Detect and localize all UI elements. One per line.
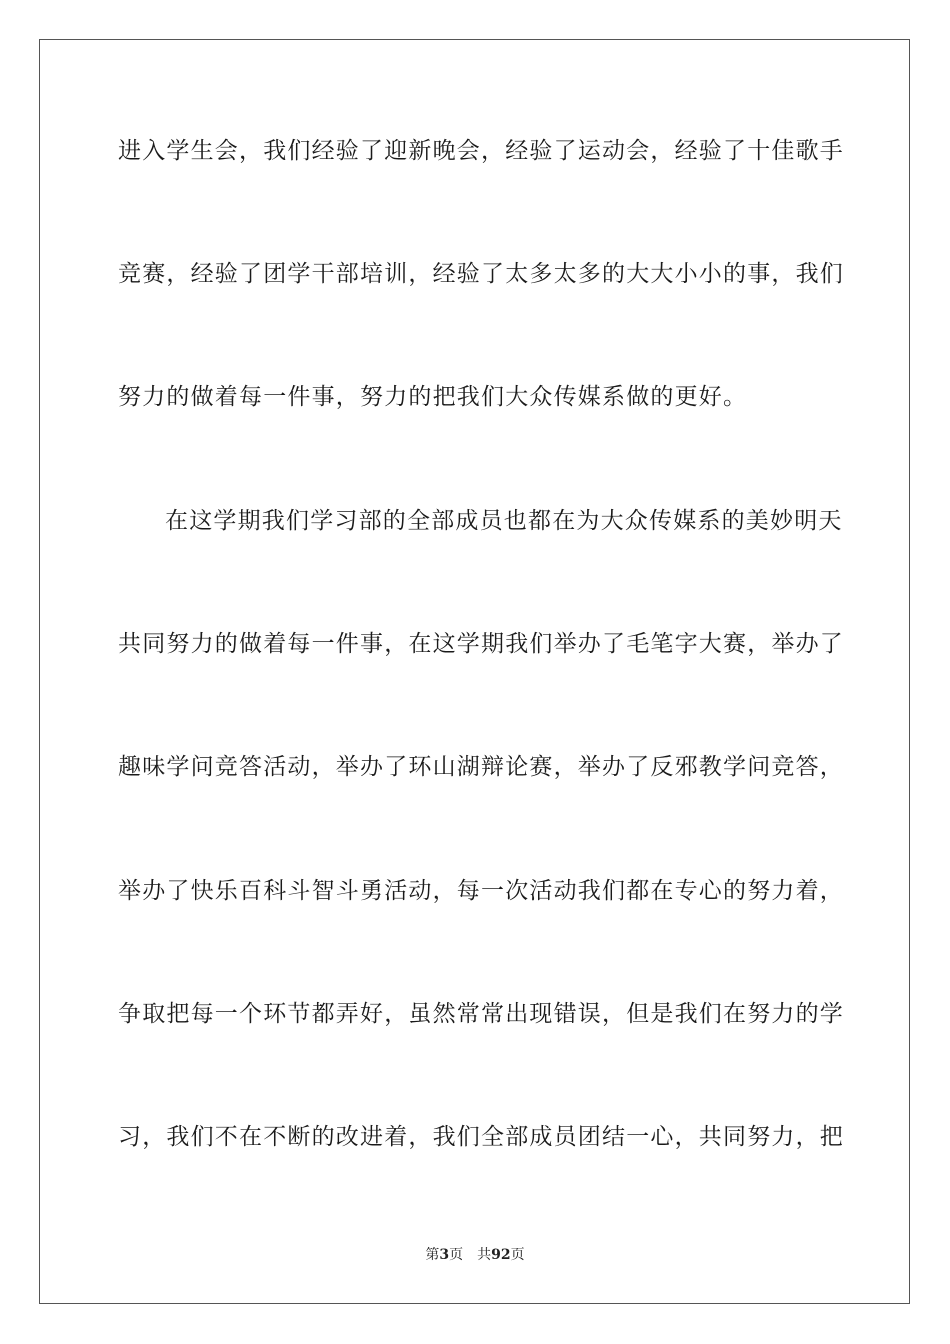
current-page-number: 3	[439, 1247, 450, 1263]
body-text-line-6: 趣味学问竞答活动，举办了环山湖辩论赛，举办了反邪教学问竞答，	[118, 754, 844, 780]
paragraph-start-line: 在这学期我们学习部的全部成员也都在为大众传媒系的美妙明天	[165, 508, 843, 534]
total-pages-number: 92	[491, 1247, 511, 1263]
body-text-line-3: 努力的做着每一件事，努力的把我们大众传媒系做的更好。	[118, 384, 748, 410]
page-border	[39, 39, 910, 1304]
body-text-line-1: 进入学生会，我们经验了迎新晚会，经验了运动会，经验了十佳歌手	[118, 138, 844, 164]
body-text-line-2: 竞赛，经验了团学干部培训，经验了太多太多的大大小小的事，我们	[118, 261, 844, 287]
total-pages-prefix: 共	[477, 1247, 492, 1263]
total-pages-suffix: 页	[510, 1247, 525, 1263]
page-footer	[0, 1246, 950, 1264]
body-text-line-9: 习，我们不在不断的改进着，我们全部成员团结一心，共同努力，把	[118, 1124, 844, 1150]
body-text-line-5: 共同努力的做着每一件事，在这学期我们举办了毛笔字大赛，举办了	[118, 631, 844, 657]
page-number-suffix: 页	[449, 1247, 464, 1263]
page-number-prefix: 第	[425, 1247, 440, 1263]
body-text-line-8: 争取把每一个环节都弄好，虽然常常出现错误，但是我们在努力的学	[118, 1001, 844, 1027]
body-text-line-7: 举办了快乐百科斗智斗勇活动，每一次活动我们都在专心的努力着，	[118, 878, 844, 904]
